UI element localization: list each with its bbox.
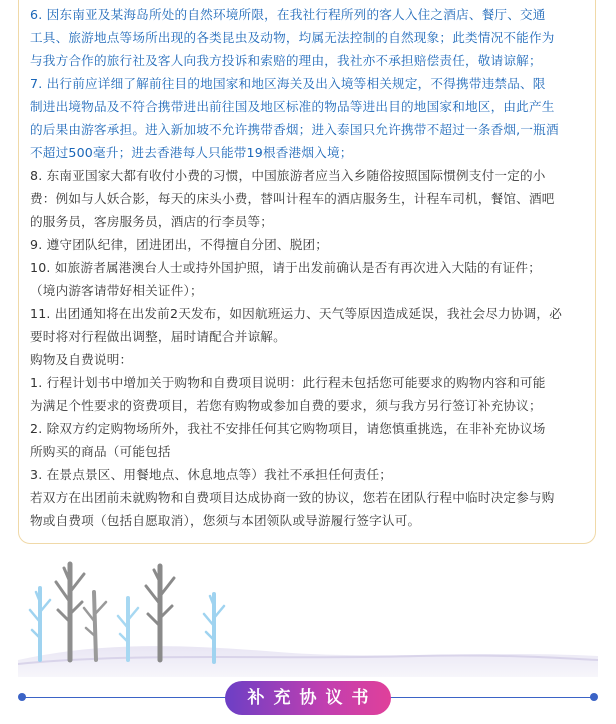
terms-line: 8. 东南亚国家大都有收付小费的习惯，中国旅游者应当入乡随俗按照国际惯例支付一定的小 (30, 168, 546, 183)
terms-line: 的后果由游客承担。进入新加坡不允许携带香烟；进入泰国只允许携带不超过一条香烟,一瓶酒 (30, 122, 559, 137)
terms-line: 工具、旅游地点等场所出现的各类昆虫及动物，均属无法控制的自然现象；此类情况不能作为 (30, 30, 555, 45)
terms-line: 所购买的商品（可能包括 (30, 444, 171, 459)
tree-blue (30, 588, 50, 660)
terms-line: 的服务员，客房服务员，酒店的行李员等； (30, 214, 274, 229)
divider-dot (590, 693, 598, 701)
terms-line: 与我方合作的旅行社及客人向我方投诉和索赔的理由，我社亦不承担赔偿责任，敬请谅解； (30, 53, 542, 68)
terms-line: 11. 出团通知将在出发前2天发布，如因航班运力、天气等原因造成延误，我社会尽力协调，必 (30, 306, 563, 321)
terms-line: 为满足个性要求的资费项目，若您有购物或参加自费的要求，须与我方另行签订补充协议； (30, 398, 542, 413)
divider-dot (18, 693, 26, 701)
terms-line: （境内游客请带好相关证件）； (30, 283, 203, 298)
supplementary-agreement-banner[interactable]: 补充协议书 (225, 681, 391, 715)
tree-grey (56, 564, 84, 660)
terms-line: 9. 遵守团队纪律，团进团出，不得擅自分团、脱团； (30, 237, 329, 252)
terms-line: 制进出境物品及不符合携带进出前往国及地区标准的物品等进出目的地国家和地区，由此产生 (30, 99, 555, 114)
terms-line: 2. 除双方约定购物场所外，我社不安排任何其它购物项目，请您慎重挑选，在非补充协议场 (30, 421, 546, 436)
terms-line: 6. 因东南亚及某海岛所处的自然环境所限，在我社行程所列的客人入住之酒店、餐厅、交通 (30, 7, 546, 22)
winter-trees-illustration (18, 552, 598, 677)
terms-line: 10. 如旅游者属港澳台人士或持外国护照，请于出发前确认是否有再次进入大陆的有证件； (30, 260, 541, 275)
terms-line: 7. 出行前应详细了解前往目的地国家和地区海关及出入境等相关规定，不得携带违禁品、限 (30, 76, 546, 91)
terms-line: 若双方在出团前未就购物和自费项目达成协商一致的协议，您若在团队行程中临时决定参与购 (30, 490, 555, 505)
snow-hill (18, 646, 598, 677)
section-heading: 购物及自费说明： (30, 352, 133, 367)
terms-line: 物或自费项（包括自愿取消），您须与本团领队或导游履行签字认可。 (30, 513, 421, 528)
terms-line: 不超过500毫升；进去香港每人只能带19根香港烟入境； (30, 145, 353, 160)
terms-line: 1. 行程计划书中增加关于购物和自费项目说明：此行程未包括您可能要求的购物内容和可能 (30, 375, 546, 390)
terms-line: 3. 在景点景区、用餐地点、休息地点等）我社不承担任何责任； (30, 467, 393, 482)
tree-grey (146, 566, 174, 660)
terms-line: 费：例如与人妖合影，每天的床头小费，替叫计程车的酒店服务生，计程车司机，餐馆、酒吧 (30, 191, 555, 206)
terms-line: 要时将对行程做出调整，届时请配合并谅解。 (30, 329, 286, 344)
terms-text (30, 3, 588, 532)
